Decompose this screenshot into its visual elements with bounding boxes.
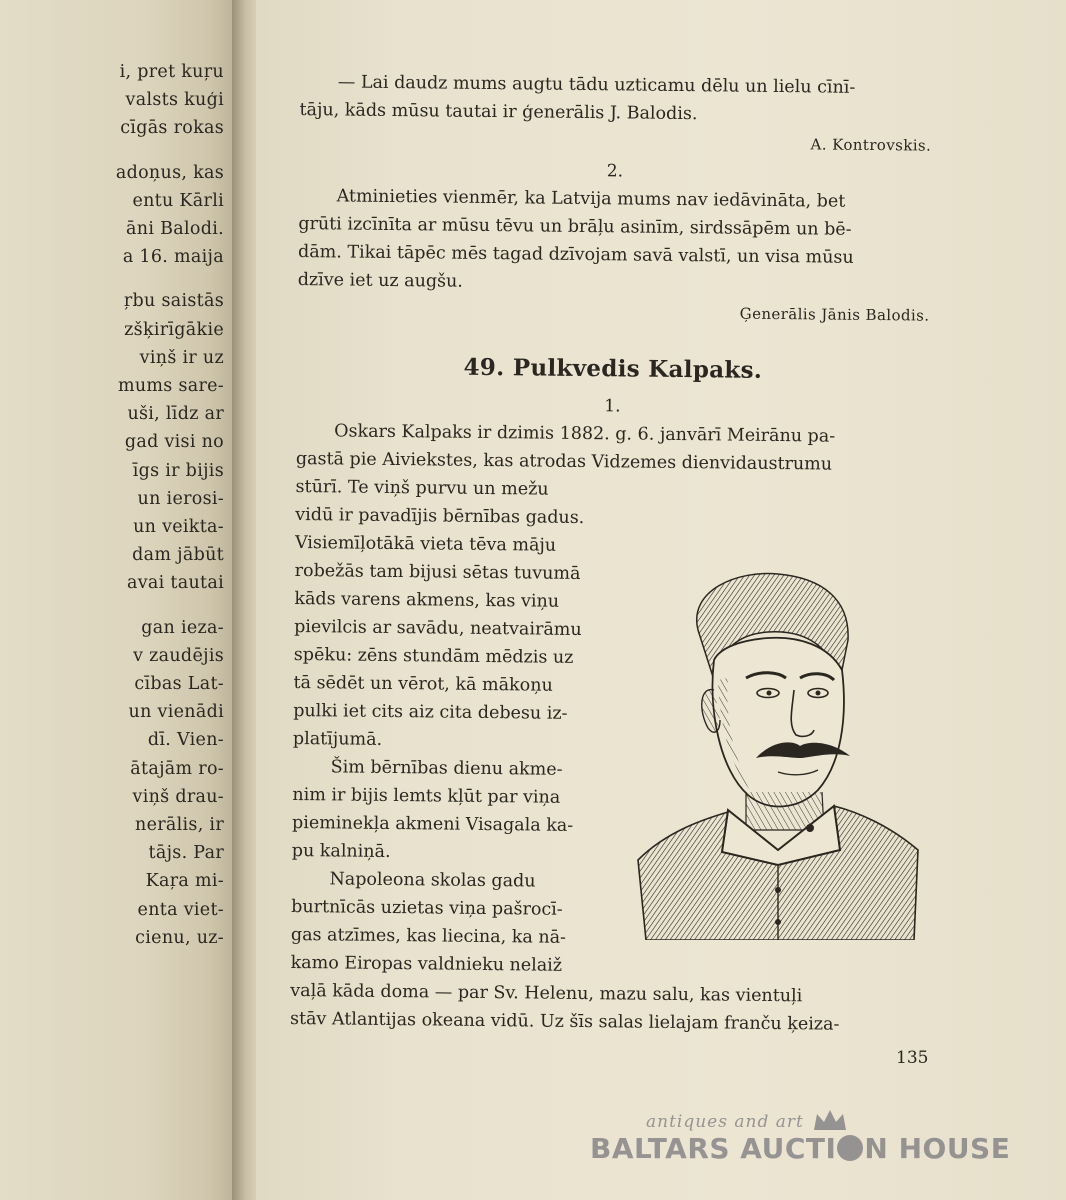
watermark-tagline: antiques and art <box>646 1112 804 1132</box>
text-line: vaļā kāda doma — par Sv. Helenu, mazu salu, kas vientuļi <box>290 980 803 1007</box>
watermark-brand-start: BALTARS AUCTI <box>590 1132 837 1165</box>
watermark-brand-end: N HOUSE <box>864 1132 1011 1165</box>
text-line: grūti izcīnīta ar mūsu tēvu un brāļu asinīm, sirdssāpēm un bē- <box>298 213 852 240</box>
chapter-part-number: 1. <box>604 396 621 417</box>
left-text-line: adoņus, kas <box>115 162 224 183</box>
text-line: kamo Eiropas valdnieku nelaiž <box>290 952 563 976</box>
left-text-line: v zaudējis <box>133 645 224 666</box>
watermark-o-icon <box>837 1135 863 1161</box>
text-line: pieminekļa akmeni Visagala ka- <box>291 812 574 836</box>
text-line: platījumā. <box>292 728 383 750</box>
text-line: Napoleona skolas gadu <box>329 869 536 892</box>
chapter-paragraph <box>296 417 929 480</box>
left-text-line: mums sare- <box>117 376 224 397</box>
chapter-paragraph-end <box>290 977 923 1040</box>
text-line: robežās tam bijusi sētas tuvumā <box>294 560 581 584</box>
section-paragraph <box>298 182 931 301</box>
left-text-line: cības Lat- <box>134 674 224 695</box>
left-paragraph-gap <box>0 598 224 614</box>
left-text-line: ŗbu saistās <box>123 291 224 312</box>
text-line: pulki iet cits aiz cita debesu iz- <box>293 700 568 724</box>
left-text-line: Kaŗa mi- <box>145 871 224 892</box>
left-text-line: dam jābūt <box>132 545 224 566</box>
left-text-line: cienu, uz- <box>135 927 224 948</box>
text-line: — Lai daudz mums augtu tādu uzticamu dēlu un lielu cīnī- <box>337 72 856 98</box>
text-line: Šim bērnības dienu akme- <box>330 757 563 780</box>
section-number: 2. <box>606 161 624 182</box>
left-text-line: gad visi no <box>124 432 224 453</box>
text-line: Oskars Kalpaks ir dzimis 1882. g. 6. janvārī Meirānu pa- <box>334 421 836 447</box>
left-text-line: viņš ir uz <box>139 347 224 368</box>
left-text-line: īgs ir bijis <box>132 460 224 481</box>
left-text-line: enta viet- <box>137 899 224 920</box>
crown-icon <box>812 1108 848 1134</box>
portrait-illustration <box>628 560 922 940</box>
text-line: stāv Atlantijas okeana vidū. Uz šīs salas lielajam franču ķeiza- <box>289 1008 840 1035</box>
text-line: stūrī. Te viņš purvu un mežu <box>295 476 549 500</box>
left-paragraph-gap <box>0 271 224 287</box>
left-text-line: entu Kārli <box>132 190 224 211</box>
watermark-brand <box>590 1132 1010 1165</box>
text-line: pievilcis ar savādu, neatvairāmu <box>294 616 582 640</box>
left-text-line: gan ieza- <box>141 617 224 638</box>
wrapped-text-column <box>290 473 613 980</box>
text-line: gastā pie Aiviekstes, kas atrodas Vidzemes dienvidaustrumu <box>295 448 833 475</box>
left-text-line: a 16. maija <box>122 247 224 268</box>
text-line: pu kalniņā. <box>291 840 391 862</box>
left-page <box>0 0 238 1200</box>
left-text-line: i, pret kuŗu <box>119 62 224 82</box>
left-text-line: dī. Vien- <box>147 730 224 751</box>
left-text-line: avai tautai <box>126 573 224 594</box>
chapter-title: 49. Pulkvedis Kalpaks. <box>463 353 763 384</box>
left-text-line: āni Balodi. <box>126 219 224 240</box>
left-page-text <box>0 58 224 952</box>
left-text-line: nerālis, ir <box>135 815 224 836</box>
text-line: spēku: zēns stundām mēdzis uz <box>293 644 574 668</box>
left-text-line: tājs. Par <box>148 843 224 864</box>
left-paragraph-gap <box>0 143 224 159</box>
quote-paragraph <box>299 68 932 131</box>
page-number: 135 <box>896 1048 929 1068</box>
left-text-line: un vienādi <box>128 702 224 723</box>
text-line: nim ir bijis lemts kļūt par viņa <box>292 784 561 808</box>
text-line: Visiemīļotākā vieta tēva māju <box>294 532 557 556</box>
left-text-line: un ierosi- <box>137 488 224 509</box>
text-line: tā sēdēt un vērot, kā mākoņu <box>293 672 553 696</box>
text-line: vidū ir pavadījis bērnības gadus. <box>295 504 585 529</box>
text-line: tāju, kāds mūsu tautai ir ģenerālis J. Balodis. <box>299 99 698 125</box>
left-text-line: zšķirīgākie <box>124 319 224 340</box>
text-line: Atminieties vienmēr, ka Latvija mums nav iedāvināta, bet <box>336 186 846 212</box>
text-line: gas atzīmes, kas liecina, ka nā- <box>290 924 567 948</box>
left-text-line: viņš drau- <box>132 786 224 807</box>
text-line: dām. Tikai tāpēc mēs tagad dzīvojam savā valstī, un visa mūsu <box>297 241 854 268</box>
text-line: dzīve iet uz augšu. <box>297 269 464 292</box>
left-text-line: cīgās rokas <box>120 118 224 139</box>
auction-house-watermark <box>590 1108 1011 1168</box>
text-line: burtnīcās uzietas viņa pašrocī- <box>291 896 563 920</box>
left-text-line: valsts kuģi <box>125 90 224 111</box>
text-line: kāds varens akmens, kas viņu <box>294 588 560 612</box>
left-text-line: ātajām ro- <box>130 758 224 779</box>
left-text-line: uši, līdz ar <box>127 404 224 425</box>
quote-author: A. Kontrovskis. <box>810 135 932 155</box>
left-text-line: un veikta- <box>133 517 224 538</box>
section-author: Ģenerālis Jānis Balodis. <box>739 304 930 325</box>
